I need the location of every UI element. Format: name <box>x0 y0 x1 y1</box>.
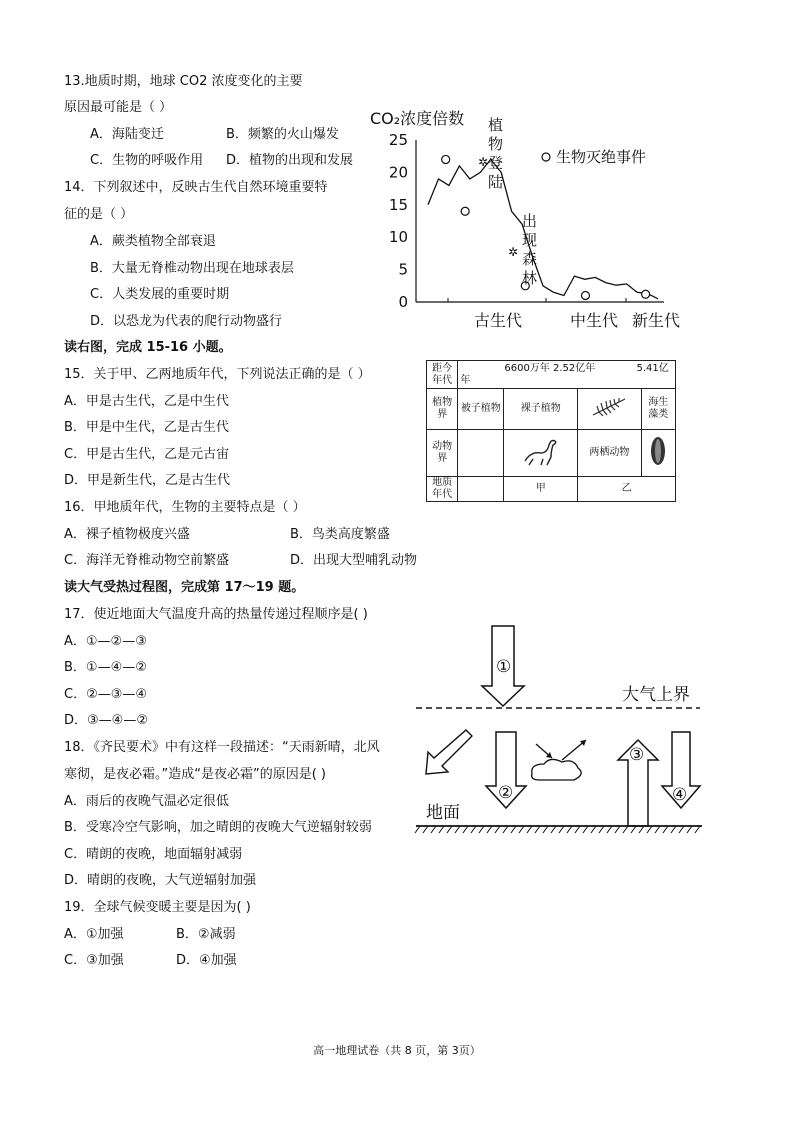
annotation-plants-land-text: 植物登陆 <box>488 116 504 191</box>
q19-option-d: D．④加强 <box>176 953 237 968</box>
row-label-animals <box>427 429 458 476</box>
star-icon: ✲ <box>478 155 489 169</box>
ground-hatch-line <box>695 826 700 833</box>
y-tick-label: 20 <box>388 163 408 182</box>
y-tick-label: 15 <box>388 195 408 214</box>
q19-option-c: C．③加强 <box>64 953 124 968</box>
ground-hatch-line <box>639 826 644 833</box>
era-empty <box>458 476 504 501</box>
ground-hatch-line <box>575 826 580 833</box>
q18-stem-line2: 寒彻，是夜必霜。”造成“是夜必霜”的原因是( ) <box>64 767 326 782</box>
row-label-plants-text: 植物界 <box>432 397 453 421</box>
q17-option-c: C．②—③—④ <box>64 687 148 702</box>
time-66ma: 6600万年 <box>504 362 550 374</box>
ground-hatch-line <box>671 826 676 833</box>
row-label-animals-text: 动物界 <box>432 440 453 464</box>
q18-stem-line1: 18．《齐民要术》中有这样一段描述：“天雨新晴，北风 <box>64 740 380 755</box>
q13-option-b: B．频繁的火山爆发 <box>226 127 339 142</box>
ground-hatch-line <box>455 826 460 833</box>
ground-hatch-line <box>439 826 444 833</box>
atmosphere-top-label: 大气上界 <box>622 685 690 705</box>
q16-stem: 16．甲地质年代，生物的主要特点是（ ） <box>64 500 306 515</box>
q13-stem-line1: 13.地质时期，地球 CO2 浓度变化的主要 <box>64 74 303 89</box>
q17-option-a: A．①—②—③ <box>64 634 147 649</box>
extinction-event-point <box>442 155 450 163</box>
legend-marker <box>542 153 550 161</box>
x-label-mesozoic: 中生代 <box>570 311 619 330</box>
ground-hatch-line <box>495 826 500 833</box>
time-cell <box>458 361 676 389</box>
plant-angiosperm-text: 被子植物 <box>460 403 501 415</box>
q18-option-a: A．雨后的夜晚气温必定很低 <box>64 794 229 809</box>
ground-hatch-line <box>543 826 548 833</box>
dinosaur-icon <box>504 429 578 476</box>
ground-hatch-line <box>631 826 636 833</box>
extinction-event-point <box>581 292 589 300</box>
animal-amphibian-text: 两栖动物 <box>589 446 630 458</box>
q16-option-b: B．鸟类高度繁盛 <box>290 527 390 542</box>
atmosphere-heating-diagram <box>410 614 710 844</box>
ground-hatch-line <box>607 826 612 833</box>
plant-algae <box>641 389 675 430</box>
q13-option-d: D．植物的出现和发展 <box>226 153 354 168</box>
q14-option-d: D．以恐龙为代表的爬行动物盛行 <box>90 314 283 329</box>
q17-stem: 17．使近地面大气温度升高的热量传递过程顺序是( ) <box>64 607 368 622</box>
ground-hatch-line <box>527 826 532 833</box>
ground-hatch-line <box>663 826 668 833</box>
q18-option-d: D．晴朗的夜晚，大气逆辐射加强 <box>64 873 257 888</box>
y-tick-label: 10 <box>388 228 408 247</box>
plant-algae-text: 海生藻类 <box>648 397 669 421</box>
page-footer: 高一地理试卷（共 8 页，第 3页） <box>313 1044 481 1057</box>
trilobite-icon <box>641 429 675 476</box>
row-label-era <box>427 476 458 501</box>
plant-gymnosperm <box>504 389 578 430</box>
q15-stem: 15．关于甲、乙两地质年代，下列说法正确的是（ ） <box>64 367 371 382</box>
ground-hatch-line <box>463 826 468 833</box>
q17-option-d: D．③—④—② <box>64 713 148 728</box>
extinction-event-point <box>461 207 469 215</box>
fern-icon <box>578 389 641 430</box>
co2-chart <box>368 100 688 336</box>
q13-option-c: C．生物的呼吸作用 <box>90 153 204 168</box>
legend-label: 生物灭绝事件 <box>556 148 647 166</box>
fern-icon <box>589 395 629 419</box>
ground-hatch-line <box>623 826 628 833</box>
q13-stem-line2: 原因最可能是（ ） <box>64 100 173 115</box>
ground-hatch-line <box>431 826 436 833</box>
extinction-event-point <box>642 290 650 298</box>
ground-hatch-line <box>591 826 596 833</box>
cloud-icon <box>532 759 582 780</box>
ground-hatch-line <box>687 826 692 833</box>
co2-series-line <box>428 159 658 298</box>
y-tick-label: 5 <box>398 260 408 279</box>
row-label-time <box>427 361 458 389</box>
ground-hatch-line <box>511 826 516 833</box>
row-label-plants <box>427 389 458 430</box>
q15-option-d: D．甲是新生代，乙是古生代 <box>64 473 231 488</box>
trilobite-icon <box>646 433 670 469</box>
q14-stem-line2: 征的是（ ） <box>64 207 134 222</box>
q14-option-c: C．人类发展的重要时期 <box>90 287 230 302</box>
arrow-2-label: ② <box>498 783 514 803</box>
ground-hatch-line <box>503 826 508 833</box>
ground-hatch-line <box>519 826 524 833</box>
ground-hatch-line <box>551 826 556 833</box>
x-label-cenozoic: 新生代 <box>632 311 681 330</box>
era-yi <box>578 476 676 501</box>
ground-hatch-line <box>423 826 428 833</box>
y-tick-label: 0 <box>398 293 408 311</box>
star-icon: ✲ <box>508 245 519 259</box>
ground-hatch-line <box>583 826 588 833</box>
arrow-3-label: ③ <box>629 745 645 765</box>
ground-hatch-line <box>567 826 572 833</box>
q19-stem: 19．全球气候变暖主要是因为( ) <box>64 900 251 915</box>
q17-option-b: B．①—④—② <box>64 660 147 675</box>
q19-option-a: A．①加强 <box>64 927 124 942</box>
q15-option-b: B．甲是中生代，乙是古生代 <box>64 420 229 435</box>
ground-hatch-line <box>447 826 452 833</box>
era-yi-text: 乙 <box>621 482 632 494</box>
x-label-paleozoic: 古生代 <box>474 311 523 330</box>
row-label-era-text: 地质年代 <box>432 476 453 500</box>
time-541ma: 5.41亿年 <box>460 362 669 386</box>
ground-hatch-line <box>655 826 660 833</box>
q16-option-d: D．出现大型哺乳动物 <box>290 553 418 568</box>
ground-hatching <box>415 826 700 833</box>
q16-option-a: A．裸子植物极度兴盛 <box>64 527 190 542</box>
q18-option-c: C．晴朗的夜晚，地面辐射减弱 <box>64 847 243 862</box>
q19-option-b: B．②减弱 <box>176 927 236 942</box>
row-label-time-text: 距今年代 <box>432 362 453 386</box>
annotation-plants-land <box>488 116 503 191</box>
q14-stem-line1: 14．下列叙述中，反映古生代自然环境重要特 <box>64 180 328 195</box>
ground-hatch-line <box>647 826 652 833</box>
q18-option-b: B．受寒冷空气影响，加之晴朗的夜晚大气逆辐射较弱 <box>64 820 372 835</box>
q14-option-a: A．蕨类植物全部衰退 <box>90 234 216 249</box>
ground-hatch-line <box>535 826 540 833</box>
ground-hatch-line <box>559 826 564 833</box>
ground-label: 地面 <box>426 803 460 823</box>
reflection-arrow <box>426 730 472 774</box>
ground-hatch-line <box>599 826 604 833</box>
era-jia <box>504 476 578 501</box>
geologic-time-table <box>426 360 676 502</box>
ground-hatch-line <box>679 826 684 833</box>
section-17-19-heading: 读大气受热过程图，完成第 17～19 题。 <box>64 580 305 595</box>
ground-hatch-line <box>487 826 492 833</box>
dinosaur-icon <box>521 433 561 469</box>
chart-title: CO₂浓度倍数 <box>370 109 465 128</box>
annotation-forest <box>522 212 537 287</box>
annotation-forest-text: 出现森林 <box>522 212 538 287</box>
ground-hatch-line <box>479 826 484 833</box>
ground-hatch-line <box>415 826 420 833</box>
era-jia-text: 甲 <box>535 482 546 494</box>
section-15-16-heading: 读右图，完成 15-16 小题。 <box>64 340 232 355</box>
ground-hatch-line <box>471 826 476 833</box>
q14-option-b: B．大量无脊椎动物出现在地球表层 <box>90 261 294 276</box>
arrow-1-label: ① <box>496 657 512 677</box>
q16-option-c: C．海洋无脊椎动物空前繁盛 <box>64 553 230 568</box>
ground-hatch-line <box>615 826 620 833</box>
plant-angiosperm <box>458 389 504 430</box>
q15-option-c: C．甲是古生代，乙是元古宙 <box>64 447 230 462</box>
animal-amphibian <box>578 429 641 476</box>
q15-option-a: A．甲是古生代，乙是中生代 <box>64 394 229 409</box>
time-252ma: 2.52亿年 <box>553 362 596 374</box>
q13-option-a: A．海陆变迁 <box>90 127 164 142</box>
animal-empty <box>458 429 504 476</box>
plant-gymnosperm-text: 裸子植物 <box>520 403 561 415</box>
arrow-4-label: ④ <box>672 785 688 805</box>
y-tick-label: 25 <box>388 131 408 149</box>
